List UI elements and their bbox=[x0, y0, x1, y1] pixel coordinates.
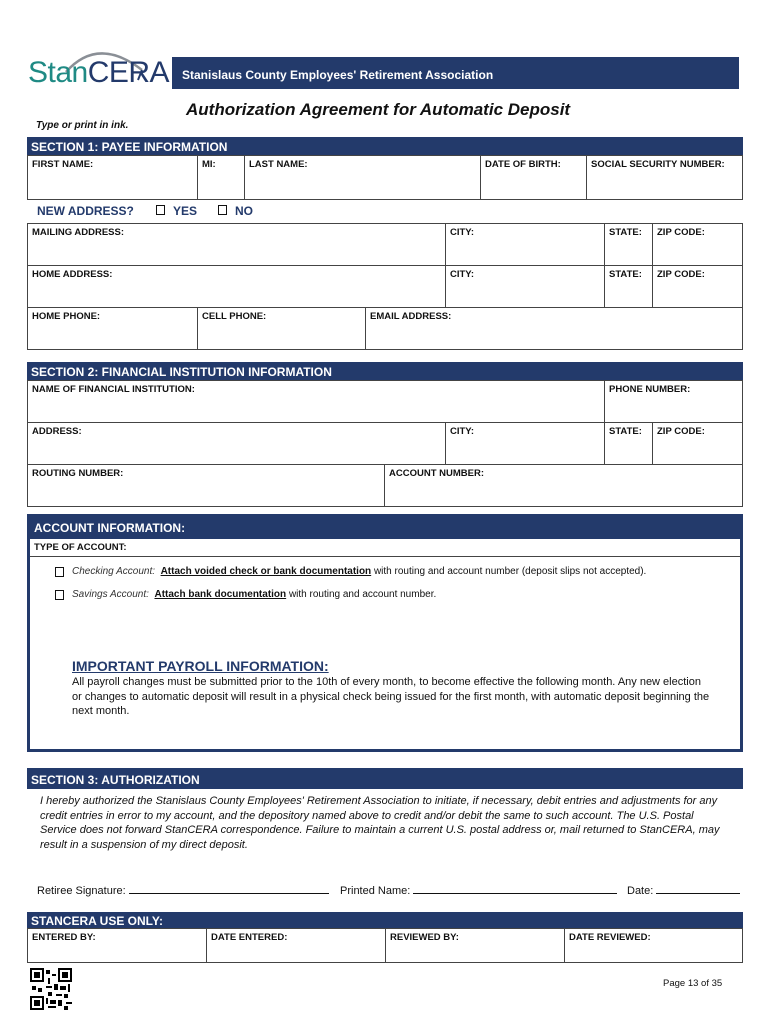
printed-name-field[interactable] bbox=[413, 884, 617, 894]
phone-label: PHONE NUMBER: bbox=[609, 384, 691, 395]
home-city-field[interactable] bbox=[446, 266, 605, 308]
mi-field[interactable] bbox=[198, 156, 245, 200]
mailing-state-field[interactable] bbox=[605, 224, 653, 266]
no-label: NO bbox=[235, 204, 253, 218]
cell-phone-label: CELL PHONE: bbox=[202, 311, 267, 322]
date-line: Date: bbox=[627, 884, 740, 897]
city-label: CITY: bbox=[450, 227, 475, 238]
mailing-zip-field[interactable] bbox=[653, 224, 743, 266]
payee-grid bbox=[27, 155, 743, 200]
section1-header: SECTION 1: PAYEE INFORMATION bbox=[27, 137, 743, 155]
account-number-field[interactable] bbox=[385, 465, 743, 507]
important-payroll-text: All payroll changes must be submitted prior to the 10th of every month, to become effective the following month. Any new election or changes to automatic deposit will result in a physical check being issued for the first month, with automatic deposit beginning the next month. bbox=[72, 676, 710, 717]
date-reviewed-label: DATE REVIEWED: bbox=[569, 932, 651, 943]
institution-phone-field[interactable] bbox=[605, 381, 743, 423]
printed-name-line: Printed Name: bbox=[340, 884, 617, 897]
email-label: EMAIL ADDRESS: bbox=[370, 311, 452, 322]
important-payroll-title: IMPORTANT PAYROLL INFORMATION: bbox=[72, 658, 329, 674]
home-zip-field[interactable] bbox=[653, 266, 743, 308]
state-label: STATE: bbox=[609, 269, 642, 280]
home-address-label: HOME ADDRESS: bbox=[32, 269, 113, 280]
date-entered-label: DATE ENTERED: bbox=[211, 932, 288, 943]
header-banner: Stanislaus County Employees' Retirement Association bbox=[172, 57, 739, 89]
qr-code-icon bbox=[30, 968, 72, 1010]
ssn-label: SOCIAL SECURITY NUMBER: bbox=[591, 159, 725, 170]
use-only-header: STANCERA USE ONLY: bbox=[27, 912, 743, 928]
mailing-city-field[interactable] bbox=[446, 224, 605, 266]
institution-grid bbox=[27, 380, 743, 507]
date-reviewed-field[interactable] bbox=[565, 929, 743, 963]
checking-account-checkbox[interactable] bbox=[55, 567, 64, 577]
zip-label: ZIP CODE: bbox=[657, 426, 705, 437]
logo: StanCERA bbox=[28, 56, 170, 89]
city-label: CITY: bbox=[450, 426, 475, 437]
email-field[interactable] bbox=[366, 308, 743, 350]
new-address-yes-checkbox[interactable] bbox=[156, 205, 165, 215]
routing-number-field[interactable] bbox=[28, 465, 385, 507]
use-only-grid bbox=[27, 928, 743, 963]
home-phone-field[interactable] bbox=[28, 308, 198, 350]
section2-header: SECTION 2: FINANCIAL INSTITUTION INFORMATION bbox=[27, 362, 743, 380]
new-address-label: NEW ADDRESS? bbox=[37, 204, 134, 218]
ssn-field[interactable] bbox=[587, 156, 743, 200]
date-entered-field[interactable] bbox=[207, 929, 386, 963]
institution-name-field[interactable] bbox=[28, 381, 605, 423]
mailing-address-label: MAILING ADDRESS: bbox=[32, 227, 125, 238]
section3-header: SECTION 3: AUTHORIZATION bbox=[27, 768, 743, 789]
instructions: Type or print in ink. bbox=[36, 120, 129, 131]
home-state-field[interactable] bbox=[605, 266, 653, 308]
zip-label: ZIP CODE: bbox=[657, 227, 705, 238]
page-number: Page 13 of 35 bbox=[663, 978, 723, 989]
routing-label: ROUTING NUMBER: bbox=[32, 468, 124, 479]
signature-field[interactable] bbox=[129, 884, 329, 894]
type-of-account-label: TYPE OF ACCOUNT: bbox=[30, 539, 740, 557]
mi-label: MI: bbox=[202, 159, 216, 170]
institution-city-field[interactable] bbox=[446, 423, 605, 465]
city-label: CITY: bbox=[450, 269, 475, 280]
dob-field[interactable] bbox=[481, 156, 587, 200]
state-label: STATE: bbox=[609, 227, 642, 238]
institution-zip-field[interactable] bbox=[653, 423, 743, 465]
institution-label: NAME OF FINANCIAL INSTITUTION: bbox=[32, 384, 195, 395]
dob-label: DATE OF BIRTH: bbox=[485, 159, 561, 170]
address-label: ADDRESS: bbox=[32, 426, 82, 437]
home-address-field[interactable] bbox=[28, 266, 446, 308]
date-field[interactable] bbox=[656, 884, 740, 894]
signature-line: Retiree Signature: bbox=[37, 884, 329, 897]
first-name-label: FIRST NAME: bbox=[32, 159, 94, 170]
authorization-text: I hereby authorized the Stanislaus County Employees' Retirement Association to initiate, if necessary, debit entries and adjustments for any credit entries in error to my account, and the depository named above to credit and/or debit the same to such account. The U.S. Postal Service does not forward StanCERA correspondence. Failure to maintain a current U.S. postal address or, mail returned to StanCERA, may result in a suspension of my direct deposit. bbox=[40, 795, 720, 851]
address-grid bbox=[27, 223, 743, 350]
page-title: Authorization Agreement for Automatic Deposit bbox=[186, 100, 571, 119]
institution-address-field[interactable] bbox=[28, 423, 446, 465]
last-name-field[interactable] bbox=[245, 156, 481, 200]
institution-state-field[interactable] bbox=[605, 423, 653, 465]
home-phone-label: HOME PHONE: bbox=[32, 311, 101, 322]
account-info-header: ACCOUNT INFORMATION: bbox=[30, 517, 740, 539]
cell-phone-field[interactable] bbox=[198, 308, 366, 350]
entered-by-field[interactable] bbox=[28, 929, 207, 963]
savings-account-line: Savings Account: Attach bank documentation with routing and account number. bbox=[72, 589, 437, 600]
reviewed-by-field[interactable] bbox=[386, 929, 565, 963]
checking-account-line: Checking Account: Attach voided check or bank documentation with routing and account number (deposit slips not accepted). bbox=[72, 566, 647, 577]
yes-label: YES bbox=[173, 204, 198, 218]
savings-account-checkbox[interactable] bbox=[55, 590, 64, 600]
first-name-field[interactable] bbox=[28, 156, 198, 200]
account-label: ACCOUNT NUMBER: bbox=[389, 468, 484, 479]
entered-by-label: ENTERED BY: bbox=[32, 932, 96, 943]
state-label: STATE: bbox=[609, 426, 642, 437]
last-name-label: LAST NAME: bbox=[249, 159, 308, 170]
reviewed-by-label: REVIEWED BY: bbox=[390, 932, 459, 943]
account-info-box bbox=[27, 514, 743, 752]
zip-label: ZIP CODE: bbox=[657, 269, 705, 280]
new-address-no-checkbox[interactable] bbox=[218, 205, 227, 215]
mailing-address-field[interactable] bbox=[28, 224, 446, 266]
